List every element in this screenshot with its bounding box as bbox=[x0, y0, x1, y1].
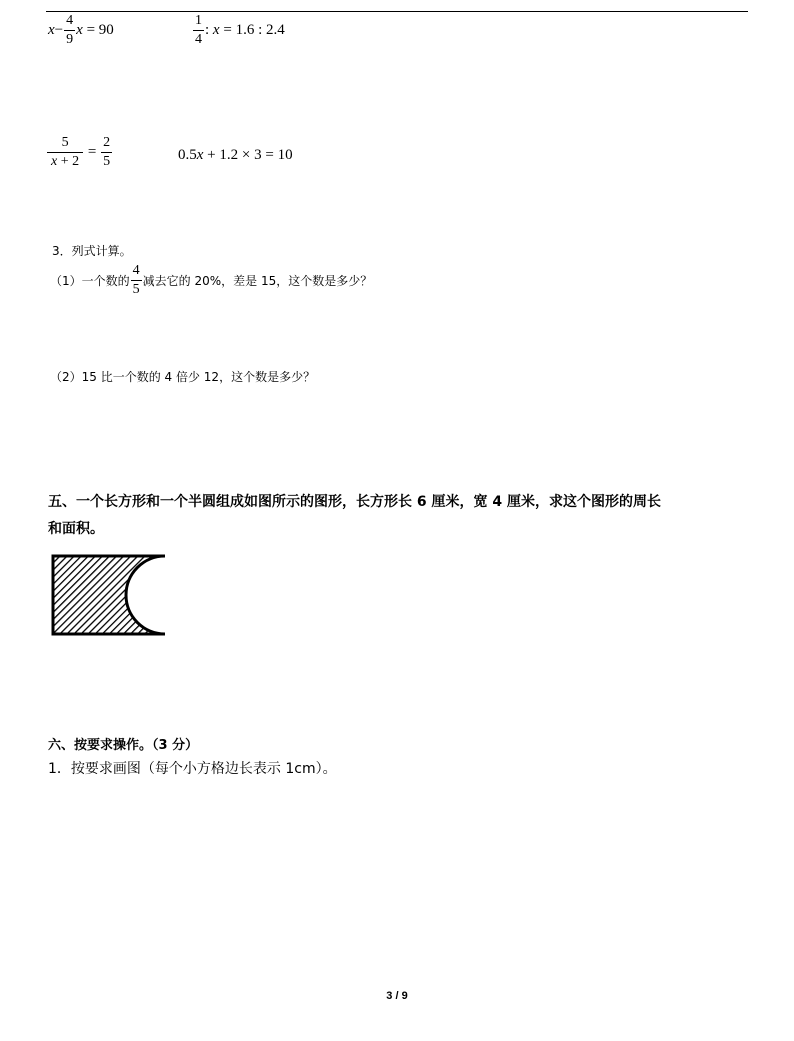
section-6-item-1: 1．按要求画图（每个小方格边长表示 1cm）。 bbox=[48, 761, 337, 777]
equation-3: $\frac{5}{x + 2}$ = $\frac{2}{5}$ bbox=[46, 136, 113, 169]
section-5-line-2: 和面积。 bbox=[48, 521, 104, 537]
section-3-title: 3．列式计算。 bbox=[52, 244, 132, 258]
section-3-question-2: （2）15 比一个数的 4 倍少 12，这个数是多少？ bbox=[50, 370, 316, 384]
equation-2: $\frac{1}{4}$ : x = 1.6 : 2.4 bbox=[195, 13, 285, 47]
top-rule bbox=[46, 11, 748, 12]
section-5-line-1: 五、一个长方形和一个半圆组成如图所示的图形，长方形长 6 厘米，宽 4 厘米，求这个图形的周长 bbox=[48, 494, 661, 510]
equation-1: x− $\frac{4}{9}$ x = 90 bbox=[48, 13, 114, 47]
section-6-title: 六、按要求操作。（3 分） bbox=[48, 738, 199, 753]
page-number: 3 / 9 bbox=[386, 990, 408, 1002]
equation-4: 0.5x + 1.2 × 3 = 10 bbox=[178, 147, 293, 163]
hatched-shape bbox=[53, 556, 165, 634]
section-5-text bbox=[48, 489, 748, 543]
section-3-question-1: （1）一个数的 $\frac{4}{5}$ 减去它的 20%，差是 15，这个数是多少？ bbox=[50, 263, 373, 297]
rectangle-semicircle-figure bbox=[48, 553, 172, 643]
